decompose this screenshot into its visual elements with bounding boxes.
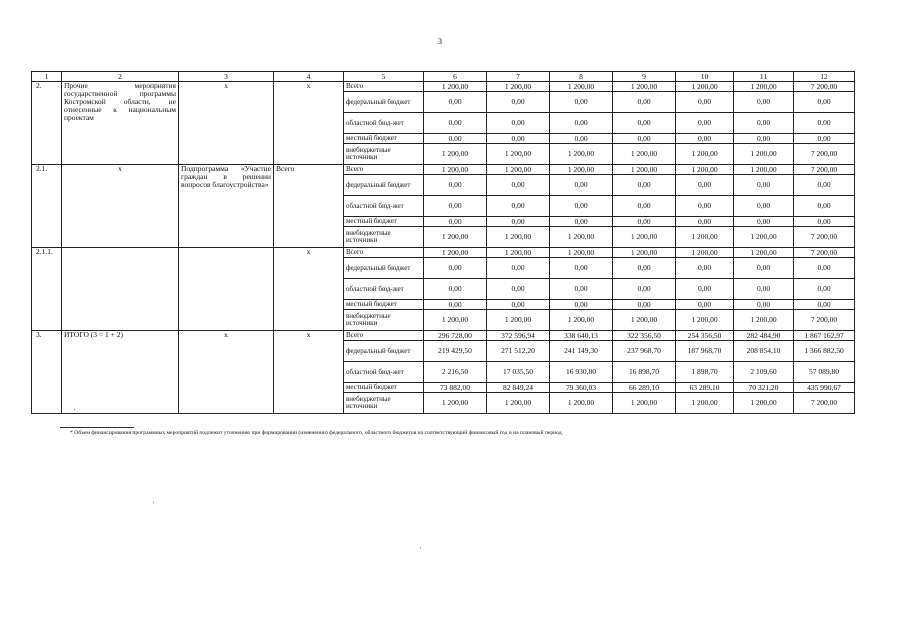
amount-cell: 1 200,00 [613,248,676,258]
amount-cell: 66 289,10 [613,383,676,393]
amount-cell: 16 898,70 [613,362,676,383]
amount-cell: 296 728,00 [424,331,487,341]
amount-cell: 0,00 [613,217,676,227]
amount-cell: 0,00 [550,134,613,144]
header-row [32,72,855,82]
footnote-divider [60,427,134,428]
amount-cell: 17 035,50 [487,362,550,383]
header-cell: 9 [613,72,676,82]
amount-cell: 7 200,00 [794,144,855,165]
amount-cell: 1 200,00 [613,82,676,92]
amount-cell: 0,00 [487,217,550,227]
amount-cell: 0,00 [794,175,855,196]
amount-cell: 82 849,24 [487,383,550,393]
amount-cell: 1 867 162,97 [794,331,855,341]
amount-cell: 0,00 [550,279,613,300]
amount-cell: 187 968,70 [676,341,734,362]
amount-cell: 1 200,00 [424,82,487,92]
amount-cell: 0,00 [734,300,794,310]
amount-cell: 0,00 [734,217,794,227]
event-name-cell: Прочие мероприятия государственной программы Костромской области, не отнесенные к национальным проектам [62,82,179,165]
amount-cell: 0,00 [487,300,550,310]
header-cell: 3 [179,72,274,82]
funding-source-label: внебюджетные источники [344,144,424,165]
amount-cell: 1 200,00 [676,144,734,165]
amount-cell: 0,00 [487,113,550,134]
amount-cell: 0,00 [676,258,734,279]
event-name-cell: ИТОГО (3 = 1 + 2) [62,331,179,414]
amount-cell: 0,00 [794,92,855,113]
amount-cell: 1 200,00 [550,227,613,248]
amount-cell: 73 882,00 [424,383,487,393]
amount-cell: 1 898,70 [676,362,734,383]
amount-cell: 0,00 [487,196,550,217]
amount-cell: 1 200,00 [676,165,734,175]
amount-cell: 0,00 [550,217,613,227]
amount-cell: 372 596,94 [487,331,550,341]
amount-cell: 0,00 [613,113,676,134]
header-cell: 7 [487,72,550,82]
amount-cell: 1 200,00 [613,310,676,331]
header-cell: 11 [734,72,794,82]
amount-cell: 271 512,20 [487,341,550,362]
amount-cell: 241 149,30 [550,341,613,362]
funding-source-label: Всего [344,248,424,258]
funding-source-label: внебюджетные источники [344,310,424,331]
table-row [32,331,855,341]
amount-cell: 0,00 [794,113,855,134]
table-row [32,165,855,175]
subprogram-cell: x [179,331,274,414]
amount-cell: 1 200,00 [734,82,794,92]
amount-cell: 7 200,00 [794,82,855,92]
amount-cell: 0,00 [794,300,855,310]
amount-cell: 237 968,70 [613,341,676,362]
funding-source-label: областной бюд-жет [344,113,424,134]
amount-cell: 0,00 [734,175,794,196]
amount-cell: 1 200,00 [676,310,734,331]
executor-cell: x [274,248,344,331]
amount-cell: 1 200,00 [734,310,794,331]
amount-cell: 0,00 [734,279,794,300]
funding-source-label: местный бюджет [344,217,424,227]
amount-cell: 0,00 [550,300,613,310]
amount-cell: 0,00 [424,113,487,134]
funding-source-label: областной бюд-жет [344,279,424,300]
amount-cell: 0,00 [613,300,676,310]
subprogram-cell: x [179,82,274,165]
footnote: * Объем финансирования программных мероприятий подлежит уточнению при формировании (изменении) федерального, областного бюджетов на соответствующий финансовый год и на плановый период. [70,430,564,436]
scan-speck [420,547,421,548]
amount-cell: 0,00 [487,279,550,300]
row-number: 2.1.1. [32,248,62,331]
amount-cell: 1 366 882,50 [794,341,855,362]
funding-source-label: местный бюджет [344,383,424,393]
amount-cell: 0,00 [676,113,734,134]
amount-cell: 1 200,00 [613,144,676,165]
amount-cell: 1 200,00 [550,393,613,414]
amount-cell: 0,00 [794,258,855,279]
amount-cell: 0,00 [613,279,676,300]
amount-cell: 282 484,90 [734,331,794,341]
amount-cell: 0,00 [424,258,487,279]
funding-source-label: внебюджетные источники [344,393,424,414]
amount-cell: 338 640,13 [550,331,613,341]
header-cell: 6 [424,72,487,82]
amount-cell: 1 200,00 [424,310,487,331]
amount-cell: 0,00 [676,92,734,113]
amount-cell: 1 200,00 [734,165,794,175]
row-number: 2. [32,82,62,165]
amount-cell: 1 200,00 [676,248,734,258]
amount-cell: 7 200,00 [794,310,855,331]
header-cell: 8 [550,72,613,82]
funding-source-label: областной бюд-жет [344,196,424,217]
amount-cell: 0,00 [424,92,487,113]
executor-cell: x [274,331,344,414]
executor-cell: x [274,82,344,165]
amount-cell: 1 200,00 [550,248,613,258]
amount-cell: 0,00 [734,258,794,279]
scan-speck [153,502,154,503]
amount-cell: 79 360,03 [550,383,613,393]
funding-source-label: федеральный бюджет [344,341,424,362]
amount-cell: 7 200,00 [794,248,855,258]
amount-cell: 57 089,80 [794,362,855,383]
amount-cell: 1 200,00 [676,82,734,92]
amount-cell: 1 200,00 [424,227,487,248]
amount-cell: 254 356,50 [676,331,734,341]
amount-cell: 0,00 [794,217,855,227]
event-name-cell: x [62,165,179,248]
amount-cell: 0,00 [613,258,676,279]
funding-source-label: Всего [344,165,424,175]
amount-cell: 2 109,60 [734,362,794,383]
amount-cell: 0,00 [613,175,676,196]
amount-cell: 1 200,00 [676,227,734,248]
header-cell: 4 [274,72,344,82]
amount-cell: 0,00 [550,175,613,196]
amount-cell: 1 200,00 [734,393,794,414]
amount-cell: 1 200,00 [550,165,613,175]
amount-cell: 1 200,00 [676,393,734,414]
header-cell: 10 [676,72,734,82]
amount-cell: 1 200,00 [613,393,676,414]
amount-cell: 435 990,67 [794,383,855,393]
amount-cell: 0,00 [676,134,734,144]
header-cell: 12 [794,72,855,82]
amount-cell: 0,00 [676,300,734,310]
amount-cell: 0,00 [734,92,794,113]
amount-cell: 1 200,00 [734,248,794,258]
amount-cell: 7 200,00 [794,227,855,248]
amount-cell: 1 200,00 [487,82,550,92]
amount-cell: 0,00 [676,217,734,227]
amount-cell: 1 200,00 [487,144,550,165]
amount-cell: 0,00 [487,134,550,144]
subprogram-cell [179,248,274,331]
row-number: 3. [32,331,62,414]
amount-cell: 0,00 [734,113,794,134]
amount-cell: 0,00 [676,279,734,300]
financing-table [31,71,855,414]
amount-cell: 1 200,00 [424,144,487,165]
amount-cell: 1 200,00 [424,248,487,258]
amount-cell: 1 200,00 [613,227,676,248]
amount-cell: 16 930,80 [550,362,613,383]
amount-cell: 1 200,00 [550,144,613,165]
amount-cell: 0,00 [676,196,734,217]
amount-cell: 0,00 [794,196,855,217]
amount-cell: 1 200,00 [487,248,550,258]
amount-cell: 1 200,00 [550,310,613,331]
amount-cell: 63 289,10 [676,383,734,393]
amount-cell: 7 200,00 [794,165,855,175]
header-cell: 1 [32,72,62,82]
funding-source-label: федеральный бюджет [344,92,424,113]
amount-cell: 1 200,00 [487,165,550,175]
amount-cell: 0,00 [424,175,487,196]
funding-source-label: Всего [344,82,424,92]
amount-cell: 219 429,50 [424,341,487,362]
funding-source-label: федеральный бюджет [344,175,424,196]
amount-cell: 0,00 [424,300,487,310]
amount-cell: 1 200,00 [487,393,550,414]
amount-cell: 0,00 [734,196,794,217]
amount-cell: 0,00 [424,217,487,227]
amount-cell: 0,00 [794,279,855,300]
amount-cell: 208 854,10 [734,341,794,362]
amount-cell: 0,00 [550,196,613,217]
amount-cell: 0,00 [424,279,487,300]
executor-cell: Всего [274,165,344,248]
amount-cell: 0,00 [794,134,855,144]
amount-cell: 70 321,20 [734,383,794,393]
amount-cell: 1 200,00 [613,165,676,175]
header-cell: 5 [344,72,424,82]
amount-cell: 0,00 [676,175,734,196]
amount-cell: 1 200,00 [424,165,487,175]
amount-cell: 0,00 [613,92,676,113]
funding-source-label: местный бюджет [344,300,424,310]
amount-cell: 2 216,50 [424,362,487,383]
page-number: 3 [438,37,442,46]
funding-source-label: местный бюджет [344,134,424,144]
amount-cell: 0,00 [487,92,550,113]
amount-cell: 1 200,00 [734,227,794,248]
amount-cell: 0,00 [734,134,794,144]
funding-source-label: внебюджетные источники [344,227,424,248]
amount-cell: 0,00 [613,134,676,144]
event-name-cell [62,248,179,331]
funding-source-label: Всего [344,331,424,341]
subprogram-cell: Подпрограмма «Участие граждан в решении вопросов благоустройства» [179,165,274,248]
amount-cell: 0,00 [424,196,487,217]
amount-cell: 1 200,00 [550,82,613,92]
amount-cell: 0,00 [487,258,550,279]
scan-speck [74,409,75,410]
amount-cell: 1 200,00 [487,310,550,331]
amount-cell: 7 200,00 [794,393,855,414]
funding-source-label: областной бюд-жет [344,362,424,383]
amount-cell: 1 200,00 [734,144,794,165]
header-cell: 2 [62,72,179,82]
row-number: 2.1. [32,165,62,248]
amount-cell: 1 200,00 [487,227,550,248]
amount-cell: 1 200,00 [424,393,487,414]
amount-cell: 0,00 [613,196,676,217]
amount-cell: 0,00 [550,113,613,134]
amount-cell: 322 356,50 [613,331,676,341]
table-row [32,82,855,92]
amount-cell: 0,00 [550,92,613,113]
amount-cell: 0,00 [487,175,550,196]
amount-cell: 0,00 [550,258,613,279]
table-row [32,248,855,258]
amount-cell: 0,00 [424,134,487,144]
funding-source-label: федеральный бюджет [344,258,424,279]
